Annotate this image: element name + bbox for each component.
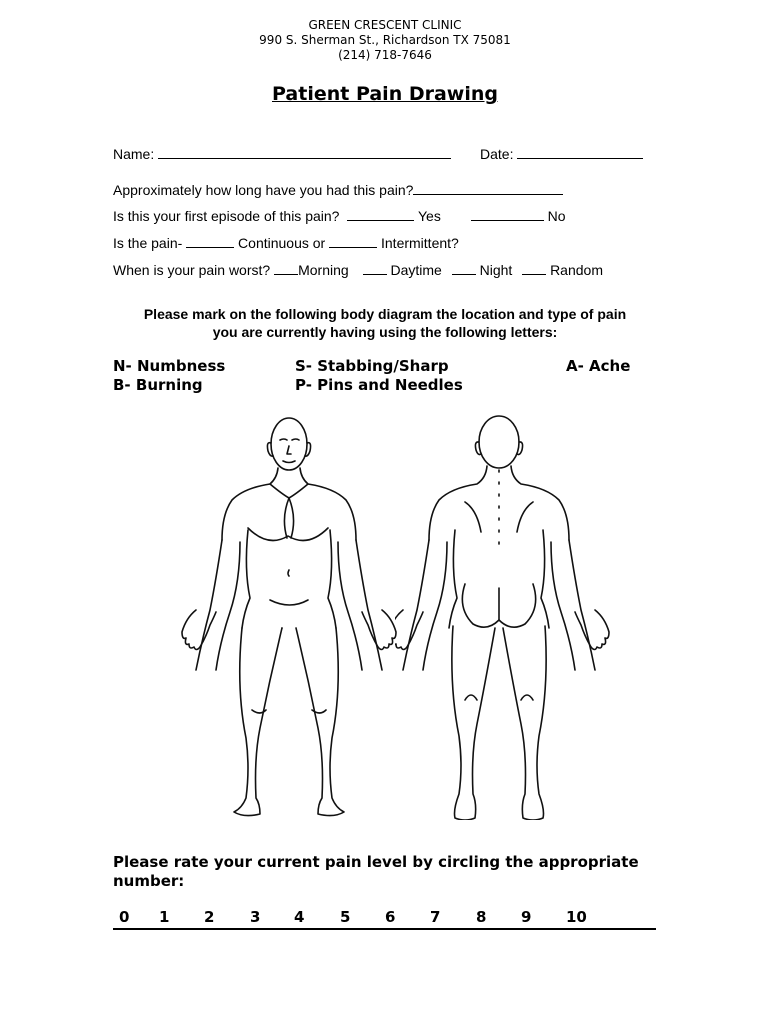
- pain-level-4[interactable]: 4: [294, 908, 305, 926]
- date-label: Date:: [480, 146, 514, 162]
- no-blank[interactable]: [471, 206, 544, 221]
- question-first-episode-text: Is this your first episode of this pain?: [113, 208, 340, 224]
- date-field[interactable]: [517, 144, 643, 159]
- pain-level-10[interactable]: 10: [566, 908, 587, 926]
- front-figure: [182, 418, 396, 816]
- pain-level-6[interactable]: 6: [385, 908, 396, 926]
- instructions-line-2: you are currently having using the following letters:: [212, 324, 558, 340]
- body-diagram-instructions: [110, 305, 660, 341]
- no-label: No: [547, 208, 566, 224]
- question-first-episode: [113, 206, 566, 225]
- question-pain-type: [113, 233, 459, 252]
- question-duration-text: Approximately how long have you had this pain?: [113, 182, 414, 198]
- intermittent-label: Intermittent?: [381, 235, 459, 251]
- duration-field[interactable]: [413, 180, 563, 195]
- clinic-phone: (214) 718-7646: [338, 48, 432, 62]
- name-field[interactable]: [158, 144, 451, 159]
- night-blank[interactable]: [452, 260, 476, 275]
- legend-numbness: N- Numbness: [113, 357, 226, 375]
- body-front-diagram[interactable]: [180, 410, 400, 820]
- yes-blank[interactable]: [347, 206, 414, 221]
- pain-level-9[interactable]: 9: [521, 908, 532, 926]
- name-label: Name:: [113, 146, 155, 162]
- morning-blank[interactable]: [274, 260, 298, 275]
- pain-level-0[interactable]: 0: [119, 908, 130, 926]
- random-blank[interactable]: [522, 260, 546, 275]
- pain-type-prefix: Is the pain-: [113, 235, 183, 251]
- pain-rating-prompt: Please rate your current pain level by circling the appropriate number:: [113, 853, 639, 890]
- night-label: Night: [479, 262, 513, 278]
- pain-level-1[interactable]: 1: [159, 908, 170, 926]
- instructions-line-1: Please mark on the following body diagram the location and type of pain: [143, 306, 627, 322]
- pain-level-3[interactable]: 3: [250, 908, 261, 926]
- pain-level-5[interactable]: 5: [340, 908, 351, 926]
- pain-level-8[interactable]: 8: [476, 908, 487, 926]
- back-figure: [395, 416, 609, 820]
- worst-time-prefix: When is your pain worst?: [113, 262, 271, 278]
- pain-level-7[interactable]: 7: [430, 908, 441, 926]
- legend-burning: B- Burning: [113, 376, 203, 394]
- page-title: Patient Pain Drawing: [272, 83, 498, 105]
- pain-level-2[interactable]: 2: [204, 908, 215, 926]
- random-label: Random: [550, 262, 603, 278]
- daytime-label: Daytime: [390, 262, 442, 278]
- continuous-blank[interactable]: [186, 233, 234, 248]
- intermittent-blank[interactable]: [329, 233, 377, 248]
- daytime-blank[interactable]: [363, 260, 387, 275]
- continuous-label: Continuous or: [238, 235, 326, 251]
- legend-pins-needles: P- Pins and Needles: [295, 376, 463, 394]
- question-duration: [113, 180, 563, 199]
- clinic-name: GREEN CRESCENT CLINIC: [308, 18, 462, 32]
- question-worst-time: [113, 260, 603, 279]
- date-row: [480, 144, 643, 163]
- legend-ache: A- Ache: [566, 357, 631, 375]
- yes-label: Yes: [417, 208, 441, 224]
- name-row: [113, 144, 451, 163]
- body-back-diagram[interactable]: [395, 410, 615, 820]
- morning-label: Morning: [298, 262, 349, 278]
- clinic-address: 990 S. Sherman St., Richardson TX 75081: [259, 33, 511, 47]
- legend-stabbing: S- Stabbing/Sharp: [295, 357, 449, 375]
- pain-scale: [113, 906, 656, 930]
